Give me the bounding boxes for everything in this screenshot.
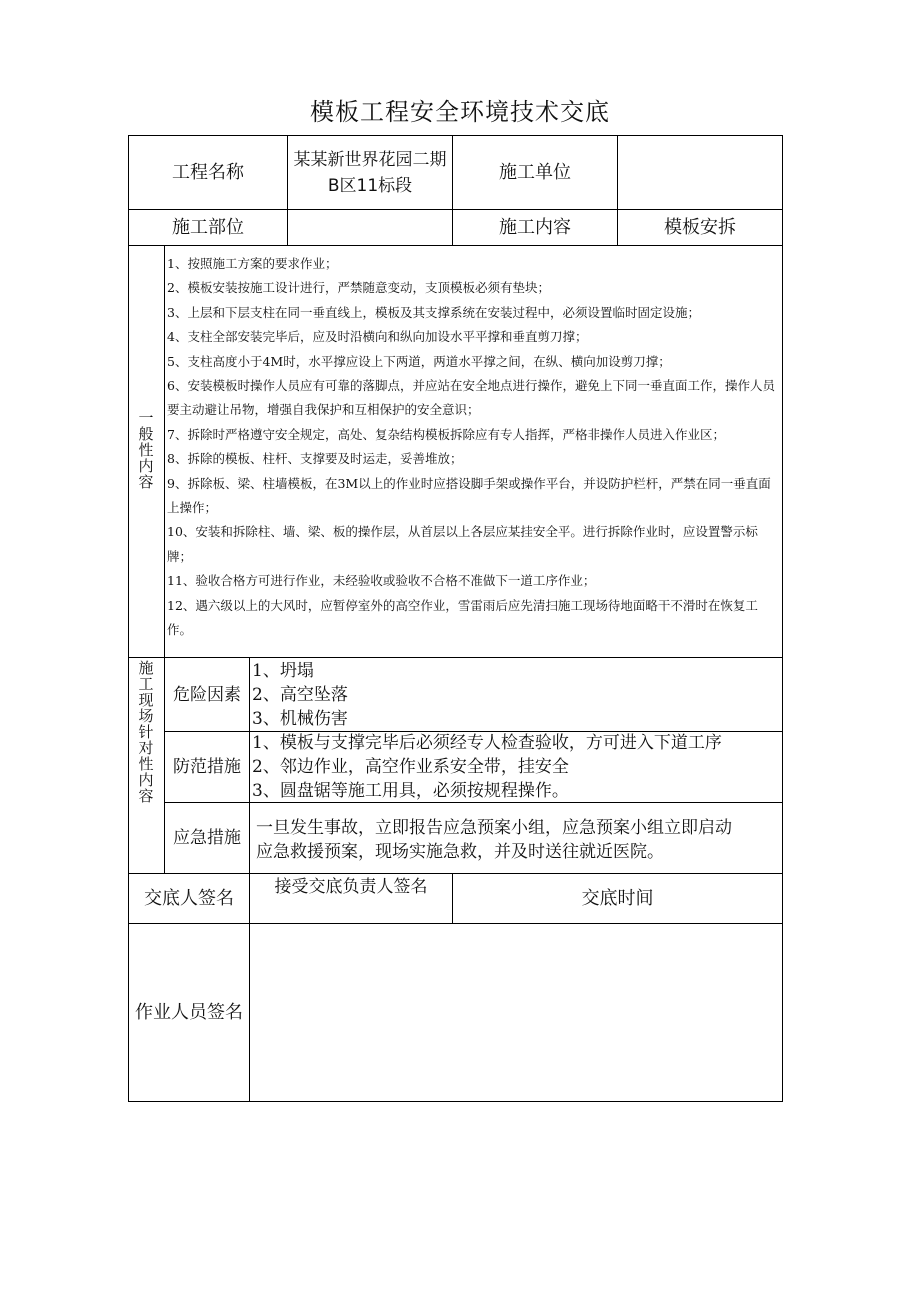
list-item: 2、高空坠落 [252, 685, 348, 705]
list-item: 12、遇六级以上的大风时，应暂停室外的高空作业，雪雷雨后应先清扫施工现场待地面略干不滑时在恢复工作。 [167, 597, 758, 638]
list-item: 11、验收合格方可进行作业，未经验收或验收不合格不准做下一道工序作业； [167, 573, 596, 589]
emergency-label: 应急措施 [173, 828, 241, 848]
list-item: 8、拆除的模板、柱杆、支撑要及时运走，妥善堆放； [167, 451, 463, 467]
list-item: 6、安装模板时操作人员应有可靠的落脚点，并应站在安全地点进行操作，避免上下同一垂直面工作，操作人员要主动避让吊物，增强自我保护和互相保护的安全意识； [167, 378, 775, 418]
construction-unit-value [618, 136, 782, 209]
workers-signature-label: 作业人员签名 [135, 1001, 243, 1023]
construction-part-label: 施工部位 [172, 216, 244, 238]
workers-signature-area[interactable] [250, 924, 782, 1101]
site-specific-label: 施工现场针对性内容 [138, 659, 154, 805]
list-item: 1、坍塌 [252, 661, 314, 681]
receiver-signature-label: 接受交底负责人签名 [274, 877, 428, 897]
page-title: 模板工程安全环境技术交底 [310, 98, 610, 126]
list-item: 3、机械伤害 [252, 709, 348, 729]
hazards-list [252, 659, 348, 731]
general-content-list [167, 252, 780, 643]
list-item: 2、邻边作业，高空作业系安全带，挂安全 [252, 757, 569, 777]
hazards-label: 危险因素 [173, 684, 241, 705]
project-name-value: 某某新世界花园二期B区11标段 [293, 149, 447, 196]
measures-label: 防范措施 [173, 757, 241, 777]
list-item: 3、圆盘锯等施工用具，必须按规程操作。 [252, 781, 569, 801]
list-item: 10、安装和拆除柱、墙、梁、板的操作层，从首层以上各层应某挂安全平。进行拆除作业时，应设置警示标牌； [167, 524, 758, 564]
emergency-text: 一旦发生事故，立即报告应急预案小组，应急预案小组立即启动 应急救援预案，现场实施急救，并及时送往就近医院。 [256, 818, 732, 862]
measures-list [252, 731, 722, 803]
list-item: 5、支柱高度小于4M时，水平撑应设上下两道，两道水平撑之间，在纵、横向加设剪刀撑； [167, 353, 671, 369]
list-item: 7、拆除时严格遵守安全规定，高处、复杂结构模板拆除应有专人指挥，严格非操作人员进入作业区； [167, 426, 725, 442]
disclosure-time-label: 交底时间 [581, 887, 654, 909]
list-item: 1、模板与支撑完毕后必须经专人检查验收，方可进入下道工序 [252, 733, 722, 753]
general-content-label: 一般性内容 [138, 409, 154, 491]
construction-unit-label: 施工单位 [499, 161, 571, 183]
project-name-label: 工程名称 [172, 161, 244, 183]
list-item: 3、上层和下层支柱在同一垂直线上，模板及其支撑系统在安装过程中，必须设置临时固定设施； [167, 304, 700, 320]
construction-content-label: 施工内容 [499, 216, 571, 238]
discloser-signature-label: 交底人签名 [144, 887, 234, 909]
construction-part-value [288, 210, 452, 245]
list-item: 2、模板安装按施工设计进行，严禁随意变动，支顶模板必须有垫块； [167, 280, 550, 296]
construction-content-value: 模板安拆 [664, 216, 736, 238]
list-item: 4、支柱全部安装完毕后，应及时沿横向和纵向加设水平平撑和垂直剪刀撑； [167, 329, 588, 345]
list-item: 9、拆除板、梁、柱墙模板，在3M以上的作业时应搭设脚手架或操作平台，并设防护栏杆，严禁在同一垂直面上操作； [167, 475, 771, 516]
list-item: 1、按照施工方案的要求作业； [167, 256, 338, 271]
